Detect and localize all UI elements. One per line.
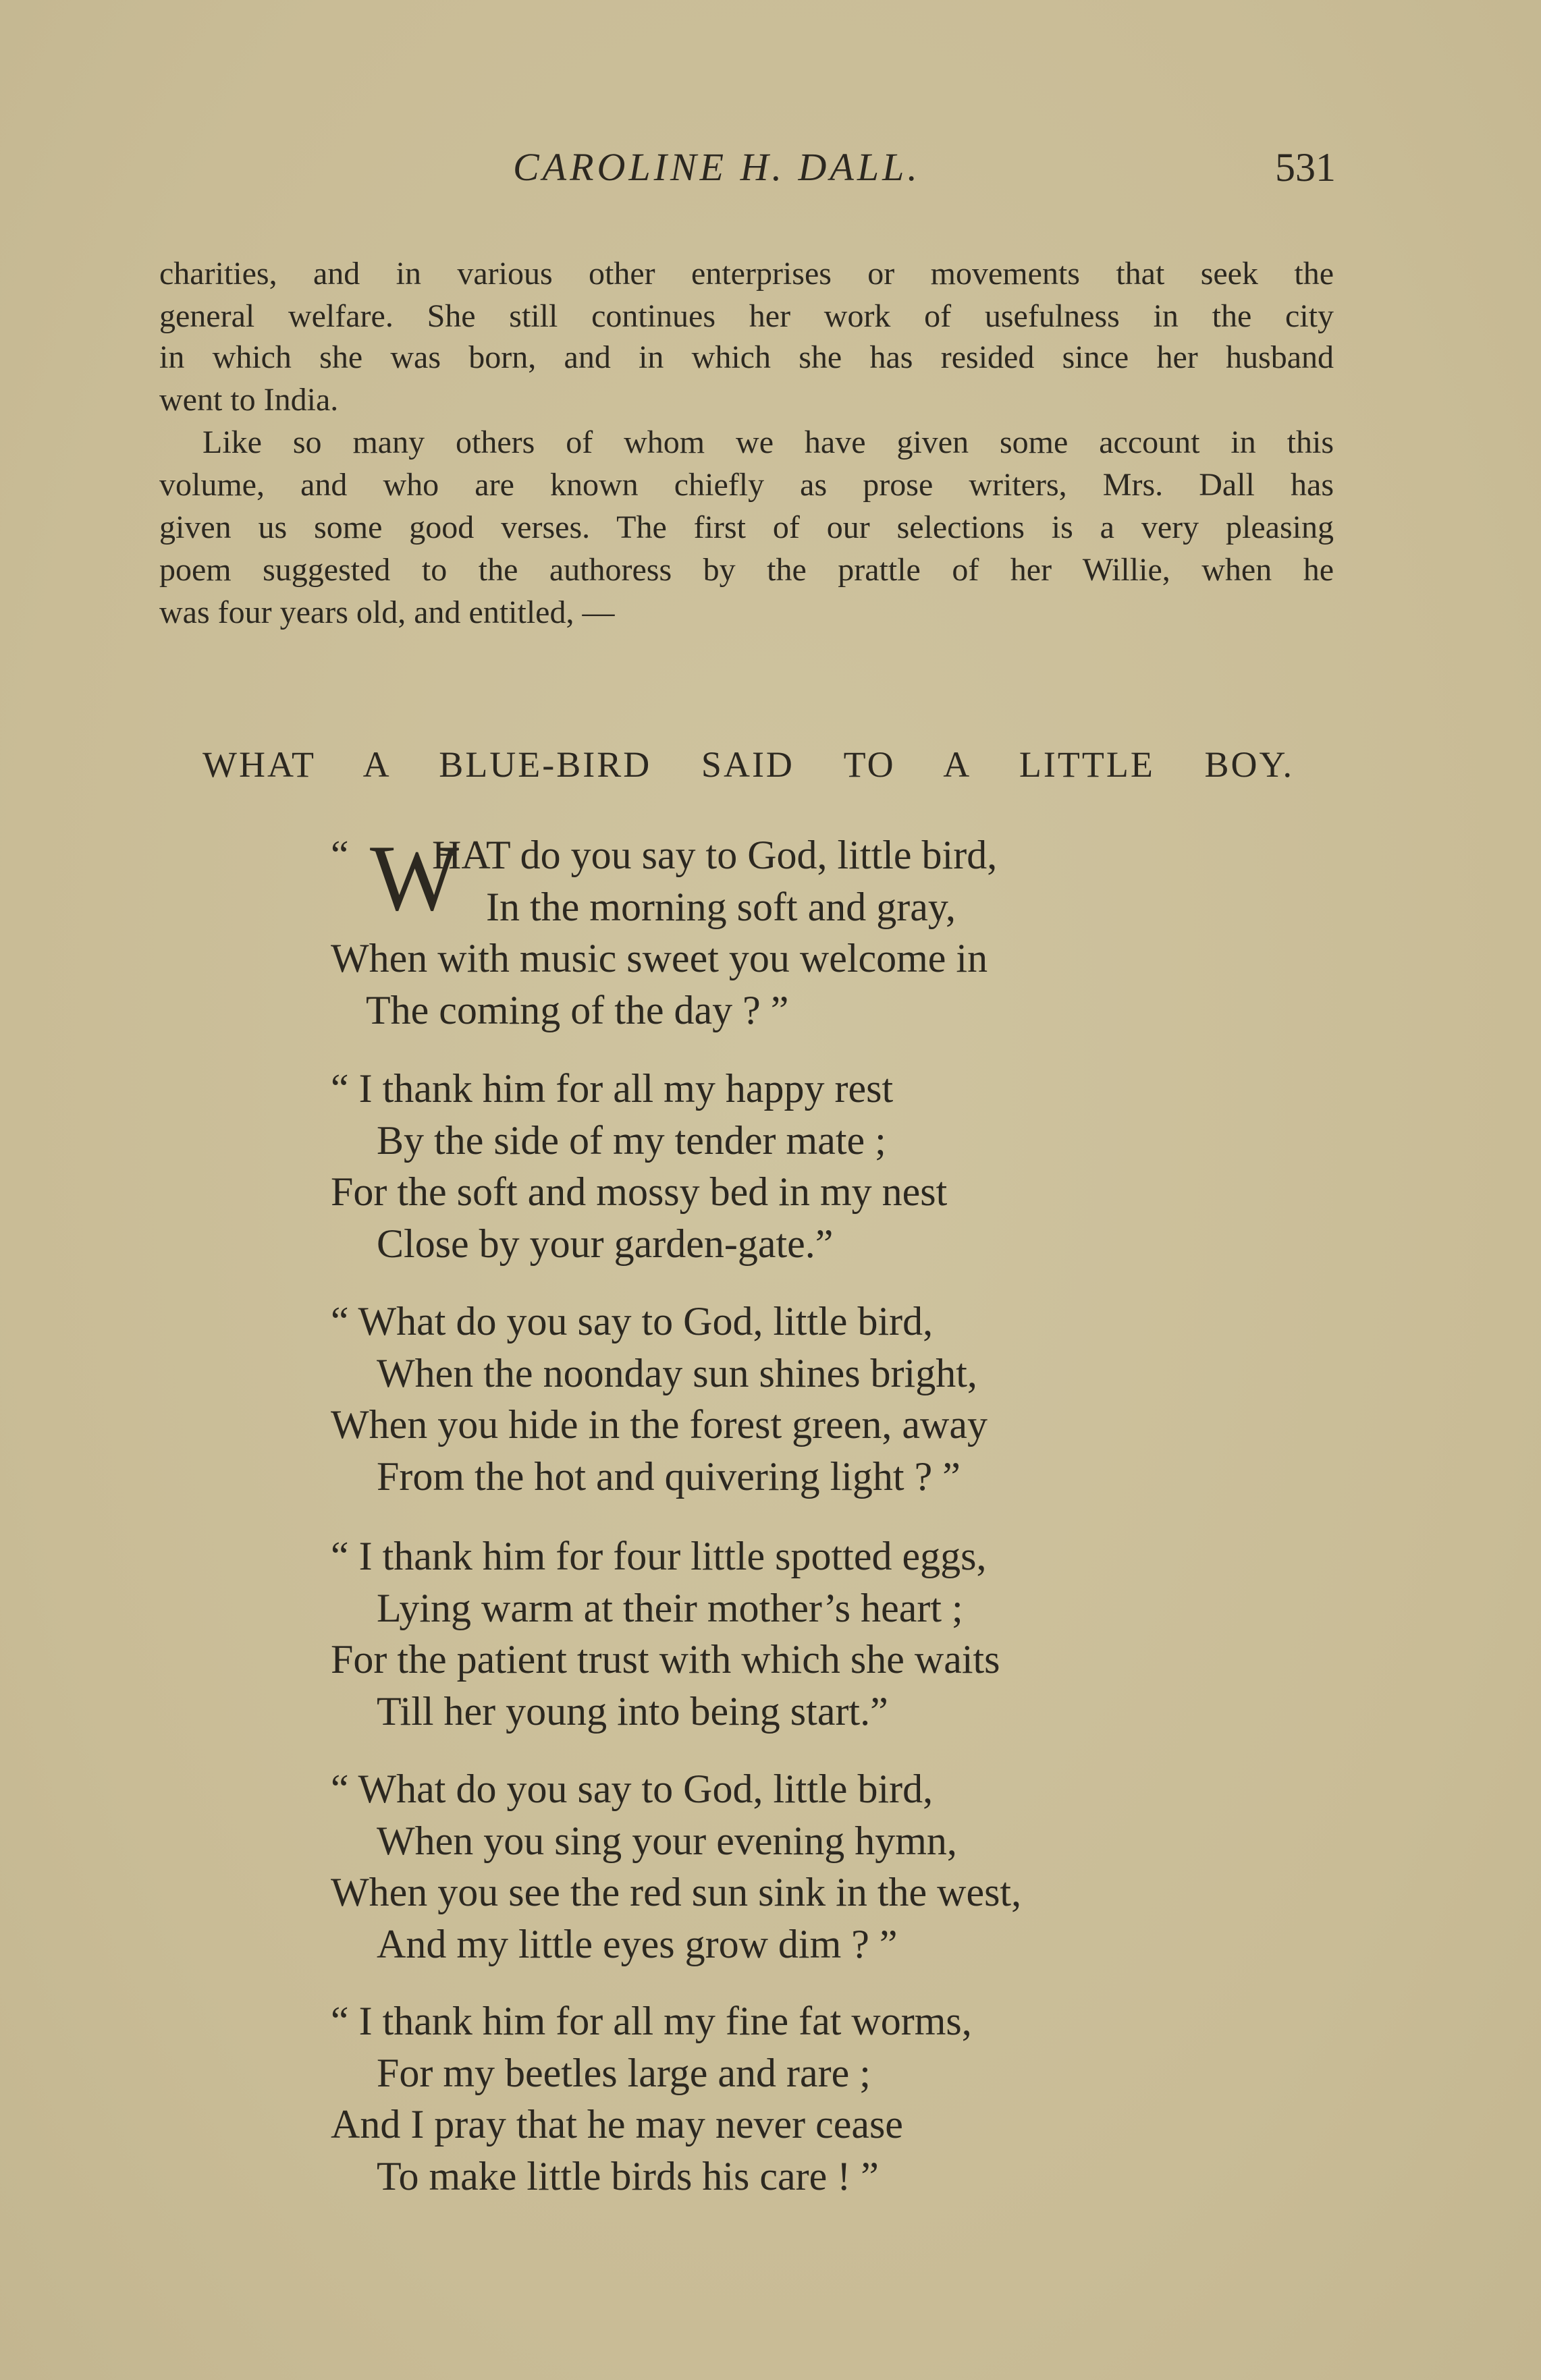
poem-line: “ I thank him for all my fine fat worms, — [331, 1999, 972, 2043]
poem-line: By the side of my tender mate ; — [377, 1117, 886, 1163]
poem-open-quote: “ — [331, 833, 349, 877]
poem-line: For my beetles large and rare ; — [377, 2050, 871, 2095]
poem-line: When you sing your evening hymn, — [377, 1818, 957, 1863]
drop-cap: W — [370, 826, 460, 931]
poem-line: When you see the red sun sink in the west, — [331, 1870, 1022, 1914]
running-title: CAROLINE H. DALL. — [513, 145, 921, 189]
poem-line: Close by your garden-gate.” — [377, 1221, 834, 1266]
poem-line: When you hide in the forest green, away — [331, 1402, 988, 1447]
page-number: 531 — [1275, 145, 1336, 190]
paragraph-line: went to India. — [159, 382, 339, 418]
poem-line: For the patient trust with which she waits — [331, 1637, 1000, 1682]
poem-line: “ What do you say to God, little bird, — [331, 1767, 934, 1811]
poem-line: HAT do you say to God, little bird, — [432, 833, 998, 877]
poem-title: WHAT A BLUE-BIRD SAID TO A LITTLE BOY. — [202, 744, 1294, 785]
poem-line: “ What do you say to God, little bird, — [331, 1299, 934, 1344]
poem-line: “ I thank him for four little spotted eggs, — [331, 1534, 987, 1578]
poem-line: When with music sweet you welcome in — [331, 936, 988, 980]
poem-line: Till her young into being start.” — [377, 1688, 888, 1734]
poem-line: “ I thank him for all my happy rest — [331, 1066, 894, 1111]
paragraph-line: general welfare. She still continues her work of usefulness in the city — [159, 298, 1334, 334]
poem-line: From the hot and quivering light ? ” — [377, 1454, 961, 1499]
paragraph-line: volume, and who are known chiefly as prose writers, Mrs. Dall has — [159, 467, 1334, 503]
poem-line: To make little birds his care ! ” — [377, 2153, 879, 2198]
poem-line: And my little eyes grow dim ? ” — [377, 1921, 898, 1966]
poem-line: And I pray that he may never cease — [331, 2102, 903, 2147]
poem-line: When the noonday sun shines bright, — [377, 1350, 977, 1395]
paragraph-line: was four years old, and entitled, — — [159, 594, 615, 630]
paragraph-line: poem suggested to the authoress by the prattle of her Willie, when he — [159, 552, 1334, 588]
paragraph-line: given us some good verses. The first of our selections is a very pleasing — [159, 509, 1334, 545]
poem-line: The coming of the day ? ” — [366, 987, 789, 1032]
paragraph-line: Like so many others of whom we have given some account in this — [202, 424, 1334, 460]
poem-line: Lying warm at their mother’s heart ; — [377, 1585, 963, 1630]
poem-line: For the soft and mossy bed in my nest — [331, 1169, 948, 1214]
paragraph-line: charities, and in various other enterprises or movements that seek the — [159, 256, 1334, 292]
poem-line: In the morning soft and gray, — [486, 884, 956, 929]
paragraph-line: in which she was born, and in which she has resided since her husband — [159, 339, 1334, 375]
